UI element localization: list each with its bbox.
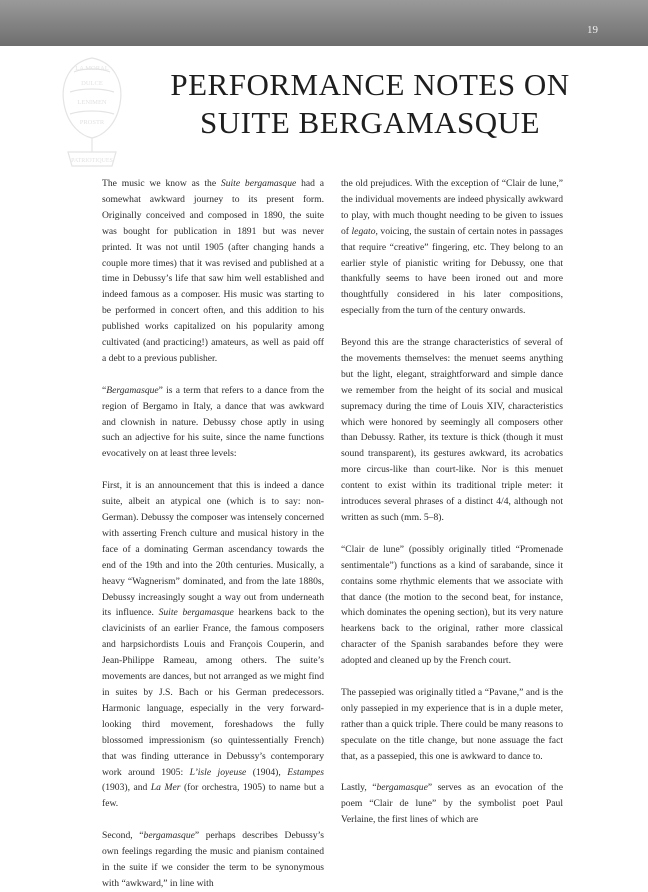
- emblem-motto-4: PROSTR: [79, 119, 105, 126]
- paragraph: Lastly, “bergamasque” serves as an evocation of the poem “Clair de lune” by the symbolist poet Paul Verlaine, the first lines of which are: [341, 782, 563, 826]
- paragraph: “Clair de lune” (possibly originally titled “Promenade sentimentale”) functions as a kind of sarabande, since it contains some rhythmic elements that we associate with that dance (the motion to the second beat, for instance, which dominates the opening section), but its very nature hearkens back to the original, rather more classical character of the Spanish sarabandes before they were adopted and cleaned up by the French court.: [341, 543, 563, 667]
- page-title: [100, 66, 640, 142]
- page-title-line-2: SUITE BERGAMASQUE: [199, 105, 541, 140]
- paragraph: “Bergamasque” is a term that refers to a dance from the region of Bergamo in Italy, a dance that was awkward and clownish in nature. Debussy chose aptly in using such an adjective for his suite, since the name functions evocatively on at least three levels:: [102, 384, 324, 460]
- page-number: 19: [587, 24, 598, 36]
- paragraph: The music we know as the Suite bergamasque had a somewhat awkward journey to its present form. Originally conceived and composed in 1890, the suite was bought for publication in 1891 but was never printed. It was not until 1905 (after changing hands a couple more times) that it was revised and published at a time in Debussy’s life that saw him well established and indeed famous as a composer. His music was starting to be performed in concert often, and this addition to his published works capitalized on his popularity among cultivated (and practicing!) amateurs, as well as paid off a debt to a previous publisher.: [102, 178, 324, 364]
- page-title-line-1: PERFORMANCE NOTES ON: [170, 67, 570, 102]
- emblem-motto-3: LENIMEN: [77, 99, 107, 106]
- left-text-column: [102, 176, 324, 892]
- paragraph: Beyond this are the strange characteristics of several of the movements themselves: the menuet seems anything but the light, elegant, straightforward and simple dance we remember from the height of its social and musical supremacy during the time of Louis XIV, characteristics which were honored by seemingly all composers other than Debussy. Rather, its texture is thick (though it must sound transparent), its gestures awkward, its acrobatics more circus-like than court-like. Nor is this menuet content to exist within its traditional triple meter: it introduces several phrases of a distinct 4/4, although not written as such (mm. 5–8).: [341, 337, 563, 524]
- emblem-motto-2: DULCE: [81, 80, 103, 87]
- paragraph: Second, “bergamasque” perhaps describes Debussy’s own feelings regarding the music and pianism contained in the suite if we consider the term to be synonymous with “awkward,” in line with: [102, 830, 324, 889]
- emblem-base-text: PATRIOTIQUES: [71, 158, 113, 164]
- header-band: [0, 0, 648, 46]
- paragraph: The passepied was originally titled a “Pavane,” and is the only passepied in my experience that is in a duple meter, rather than a quick triple. There could be many reasons to speculate on the title change, but none assuage the fact that, as a passepied, this one is awkward to dance to.: [341, 686, 563, 762]
- emblem-motto-1: LA MORAL: [75, 65, 109, 72]
- right-text-column: [341, 176, 563, 828]
- paragraph: First, it is an announcement that this is indeed a dance suite, albeit an atypical one (which is to say: non-German). Debussy the composer was intensely concerned with asserting French culture and musical history in the face of a dominating German ascendancy towards the end of the 19th and into the 20th centuries. Musically, a heavy “Wagnerism” dominated, and from the late 1880s, Debussy increasingly sought a way out from underneath its influence. Suite bergamasque hearkens back to the clavicinists of an earlier France, the famous composers and harpsichordists Louis and François Couperin, and Jean-Philippe Rameau, among others. The suite’s movements are dances, but not arranged as we might find in suites by J.S. Bach or his German predecessors. Harmonic language, especially in the very forward-looking third movement, foreshadows the fully blossomed impressionism (so quintessentially French) that was finding utterance in Debussy’s contemporary work around 1905: L’isle joyeuse (1904), Estampes (1903), and La Mer (for orchestra, 1905) to name but a few.: [102, 480, 325, 810]
- paragraph: the old prejudices. With the exception of “Clair de lune,” the individual movements are indeed physically awkward to play, with much thought needing to be given to issues of legato, voicing, the sustain of certain notes in passages that require “creative” fingering, etc. They belong to an earlier style of pianistic writing for Debussy, one that thankfully seems to have been ironed out and more thoughtfully considered in his later compositions, especially from the turn of the century onwards.: [341, 178, 563, 317]
